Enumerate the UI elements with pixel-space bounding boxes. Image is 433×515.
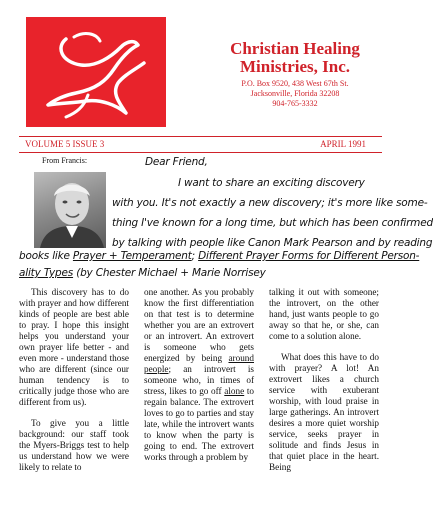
from-label: From Francis: <box>42 156 88 165</box>
letter-line-3: with you. It's not exactly a new discovery; it's more like some- <box>112 197 428 209</box>
article-column-3 <box>269 287 379 483</box>
letter-text: (by Chester Michael + Marie Norrisey <box>73 267 266 279</box>
author-photo <box>34 172 106 248</box>
book-title-1: Prayer + Temperament <box>72 250 192 262</box>
paragraph: To give you a little background: our staff took the Myers-Briggs test to help us understand how we were likely to relate to <box>19 418 129 472</box>
letter-text: ; <box>191 250 199 262</box>
letter-line-2: I want to share an exciting discovery <box>178 177 365 189</box>
text-run: ; an introvert is someone who, in times of stress, likes to go off <box>144 364 254 396</box>
text-run: to regain balance. The extrovert loves to go to parties and stay late, while the introvert wants to know when the party is going to end. The extrovert works through a problem by <box>144 386 254 462</box>
dove-figure-icon <box>26 17 166 127</box>
letter-line-7 <box>19 267 266 279</box>
paragraph: What does this have to do with prayer? A lot! An extrovert likes a church service with exuberant worship, with loud praise in large gatherings. An introvert desires a more quiet worship service, seeks prayer in solitude and finds Jesus in that quiet place in the heart. Being <box>269 352 379 472</box>
letter-line-5: by talking with people like Canon Mark Pearson and by reading <box>112 237 433 249</box>
organization-header <box>200 40 390 109</box>
letter-text: books like <box>19 250 73 262</box>
issue-date: APRIL 1991 <box>320 139 366 149</box>
org-name-line2: Ministries, Inc. <box>239 57 351 76</box>
issue-bar <box>19 136 382 153</box>
letter-line-4: thing I've known for a long time, but which has been confirmed <box>112 217 433 229</box>
portrait-icon <box>34 172 106 248</box>
org-address1: P.O. Box 9520, 438 West 67th St. <box>241 79 349 88</box>
org-address2: Jacksonville, Florida 32208 <box>250 89 340 98</box>
org-phone: 904-765-3332 <box>272 99 318 108</box>
volume-issue: VOLUME 5 ISSUE 3 <box>25 139 105 149</box>
text-run: one another. As you probably know the first differentiation on that test is to determine whether you are an extrovert or an introvert. An extrovert is someone who gets energized by being <box>144 287 254 363</box>
ministry-logo <box>26 17 166 127</box>
emphasis-alone: alone <box>224 386 245 396</box>
article-column-1 <box>19 287 129 483</box>
book-title-2-cont: ality Types <box>19 267 74 279</box>
book-title-2: Different Prayer Forms for Different Person- <box>198 250 420 262</box>
paragraph <box>144 287 254 463</box>
org-name-line1: Christian Healing <box>230 39 360 58</box>
letter-line-6 <box>19 250 419 262</box>
article-column-2 <box>144 287 254 473</box>
letter-line-1: Dear Friend, <box>145 156 208 168</box>
paragraph: This discovery has to do with prayer and how different kinds of people are best able to pray. I hope this insight helps you understand your own prayer life better - and even more - understand those who are different (since our human tendency is to critically judge those who are different from us). <box>19 287 129 407</box>
emphasis-around-people: around people <box>144 353 254 374</box>
paragraph: talking it out with someone; the introvert, on the other hand, just wants people to go away so that he, or she, can come to a solution alone. <box>269 287 379 341</box>
